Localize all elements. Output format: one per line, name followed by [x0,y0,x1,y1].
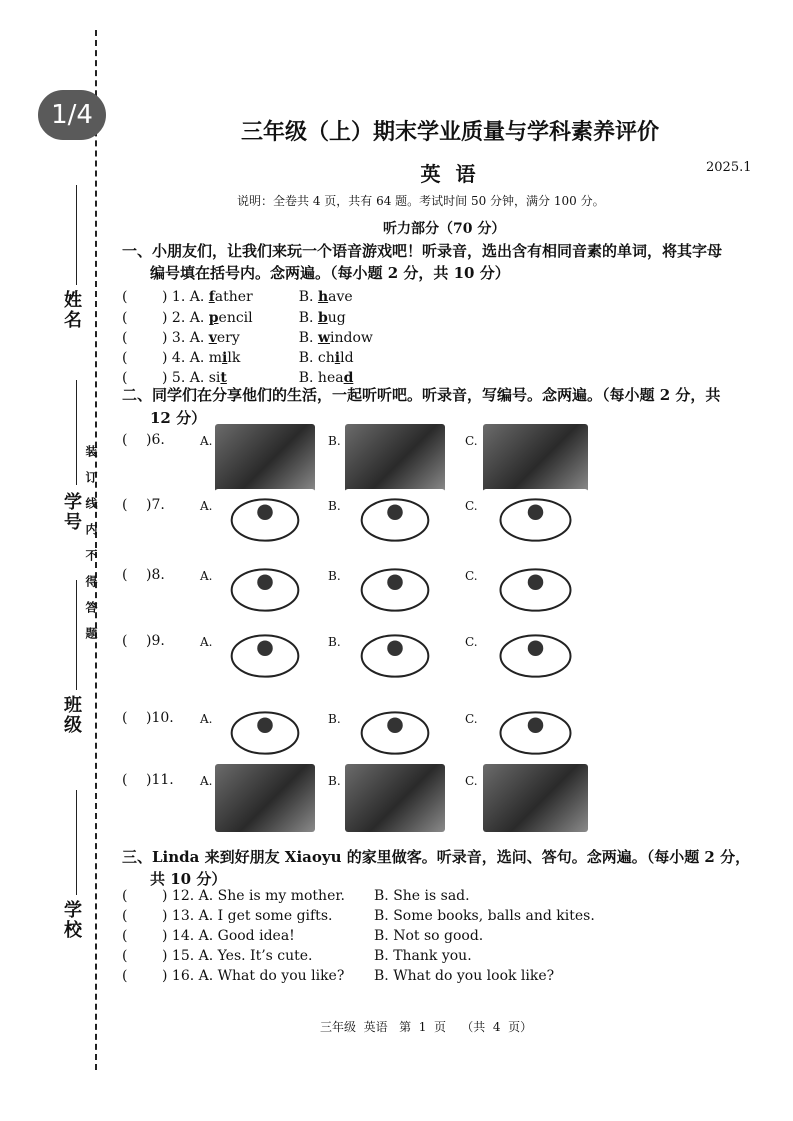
option-a-text: ) 16. A. What do you like? [162,968,345,984]
item-number: )6. [146,432,165,448]
page-footer: 三年级 英语 第 1 页 （共 4 页） [320,1020,533,1034]
option-label: B. [328,774,341,788]
girl-bicycle-picture[interactable] [345,489,445,551]
target-sound: i [222,350,228,366]
option-b-text: B. Some books, balls and kites. [374,908,595,924]
answer-blank[interactable]: ( [122,928,128,944]
option-label: B. [328,712,341,726]
dialogue-item [122,948,472,964]
item-number: )7. [146,497,165,513]
answer-blank[interactable]: ( [122,567,128,583]
option-label: B. [328,434,341,448]
girl-face-picture[interactable] [345,702,445,764]
option-label: B. [328,569,341,583]
option-label: A. [200,569,213,583]
option-a-text: ) 15. A. Yes. It’s cute. [162,948,313,964]
item-number: ) 1. A. [162,289,209,305]
line-drawing-icon [345,489,445,551]
class-label: 班级 [61,695,82,735]
section2-line2: 12 分） [150,409,207,427]
picture-item [122,772,174,788]
option-a-text: ) 12. A. She is my mother. [162,888,345,904]
dialogue-item [122,928,483,944]
option-a-text: ) 14. A. Good idea! [162,928,295,944]
option-label: C. [465,434,478,448]
option-b-word [299,310,346,326]
school-blank [76,790,77,895]
kids-reading-picture[interactable] [345,424,445,492]
picture-item [122,497,165,513]
answer-blank[interactable]: ( [122,633,128,649]
line-drawing-icon [483,489,588,551]
exam-date: 2025.1 [706,160,752,175]
target-sound: b [317,310,328,326]
exam-title: 三年级（上）期末学业质量与学科素养评价 [240,119,659,145]
phonics-item [122,350,354,366]
answer-blank[interactable]: ( [122,968,128,984]
item-number: ) 4. A. [162,350,209,366]
binding-note: 装订线内不得答题 [84,445,98,653]
answer-blank[interactable]: ( [122,888,128,904]
answer-blank[interactable]: ( [122,289,128,305]
option-b-text: B. What do you look like? [374,968,555,984]
dialogue-item [122,908,595,924]
dialogue-item [122,968,554,984]
line-drawing-icon [345,702,445,764]
target-sound: t [220,370,227,386]
picture-item [122,710,174,726]
option-label: C. [465,712,478,726]
dog-picture[interactable] [215,559,315,621]
line-drawing-icon [215,559,315,621]
page-indicator[interactable]: 1/4 [38,90,106,140]
woman-bag-picture[interactable] [483,702,588,764]
section1-line2: 编号填在括号内。念两遍。（每小题 2 分，共 10 分） [150,264,510,282]
target-sound: d [343,370,354,386]
item-number: ) 5. A. [162,370,209,386]
option-b-text: B. Thank you. [374,948,472,964]
line-drawing-icon [215,625,315,687]
class-blank [76,580,77,690]
word-part: lk [227,350,241,366]
word-part: ave [328,289,353,305]
girl-jump-rope-picture[interactable] [483,489,588,551]
name-label: 姓名 [61,290,82,330]
option-a-word [209,350,299,366]
line-drawing-icon [483,625,588,687]
line-drawing-icon [345,625,445,687]
option-a-word [209,310,299,326]
word-part: ery [216,330,240,346]
picture-item [122,567,165,583]
target-sound: i [334,350,341,366]
word-part: ug [327,310,346,326]
dialogue-item [122,888,470,904]
word-part: si [208,370,221,386]
line-drawing-icon [345,559,445,621]
option-b-word [299,289,353,305]
answer-blank[interactable]: ( [122,370,128,386]
word-part: B. [298,289,318,305]
target-sound: v [208,330,217,346]
option-b-text: B. Not so good. [374,928,484,944]
option-label: A. [200,499,213,513]
cat-picture[interactable] [345,559,445,621]
phonics-item [122,330,373,346]
listening-heading: 听力部分（70 分） [383,221,506,237]
family-photo-picture[interactable] [215,764,315,832]
word-part: B. hea [298,370,344,386]
answer-blank[interactable]: ( [122,330,128,346]
option-b-word [299,350,354,366]
section2-line1: 二、同学们在分享他们的生活，一起听听吧。听录音，写编号。念两遍。（每小题 2 分，共 [122,386,721,404]
noodles-picture[interactable] [483,625,588,687]
section1-line1: 一、小朋友们，让我们来玩一个语音游戏吧！听录音，选出含有相同音素的单词，将其字母 [122,242,723,260]
option-label: B. [328,635,341,649]
section3-line2: 共 10 分） [150,870,227,888]
picture-item [122,633,165,649]
item-number: )8. [146,567,165,583]
target-sound: p [208,310,219,326]
option-label: B. [328,499,341,513]
line-drawing-icon [483,702,588,764]
option-label: A. [200,774,213,788]
option-label: A. [200,635,213,649]
phonics-item [122,310,346,326]
word-part: encil [218,310,253,326]
option-b-word [299,330,373,346]
line-drawing-icon [483,559,588,621]
section3-line1: 三、Linda 来到好朋友 Xiaoyu 的家里做客。听录音，选问、答句。念两遍。（每小题 2 分， [122,848,751,866]
answer-blank[interactable]: ( [122,310,128,326]
item-number: )11. [146,772,174,788]
option-label: C. [465,499,478,513]
target-sound: w [317,330,330,346]
name-blank [76,185,77,285]
word-part: ld [340,350,354,366]
family-portrait-picture[interactable] [483,764,588,832]
exam-note: 说明：全卷共 4 页，共有 64 题。考试时间 50 分钟，满分 100 分。 [237,194,605,208]
item-number: ) 2. A. [162,310,209,326]
word-part: ather [214,289,253,305]
answer-blank[interactable]: ( [122,432,128,448]
kids-playing-picture[interactable] [215,424,315,492]
word-part: B. [298,310,318,326]
number-blank [76,380,77,485]
answer-blank[interactable]: ( [122,908,128,924]
answer-blank[interactable]: ( [122,710,128,726]
phonics-item [122,289,353,305]
answer-blank[interactable]: ( [122,948,128,964]
item-number: )9. [146,633,165,649]
answer-blank[interactable]: ( [122,772,128,788]
option-b-text: B. She is sad. [374,888,470,904]
word-part: indow [330,330,373,346]
number-label: 学号 [61,492,82,532]
group-photo-picture[interactable] [345,764,445,832]
target-sound: f [208,289,215,305]
item-number: ) 3. A. [162,330,209,346]
line-drawing-icon [215,489,315,551]
option-label: C. [465,774,478,788]
option-label: C. [465,569,478,583]
item-number: )10. [146,710,174,726]
line-drawing-icon [215,702,315,764]
word-part: B. [298,330,318,346]
subject-title: 英 语 [420,162,480,186]
answer-blank[interactable]: ( [122,350,128,366]
bird-picture[interactable] [483,559,588,621]
option-a-text: ) 13. A. I get some gifts. [162,908,333,924]
girls-dancing-picture[interactable] [483,424,588,492]
option-a-word [209,289,299,305]
picture-item [122,432,165,448]
school-label: 学校 [61,900,82,940]
word-part: m [208,350,223,366]
option-label: C. [465,635,478,649]
option-label: A. [200,434,213,448]
answer-blank[interactable]: ( [122,497,128,513]
target-sound: h [317,289,329,305]
option-label: A. [200,712,213,726]
sunny-boy-picture[interactable] [215,702,315,764]
word-part: B. ch [298,350,335,366]
girl-kite-picture[interactable] [215,489,315,551]
fish-dish-picture[interactable] [345,625,445,687]
chicken-soup-picture[interactable] [215,625,315,687]
option-a-word [209,330,299,346]
